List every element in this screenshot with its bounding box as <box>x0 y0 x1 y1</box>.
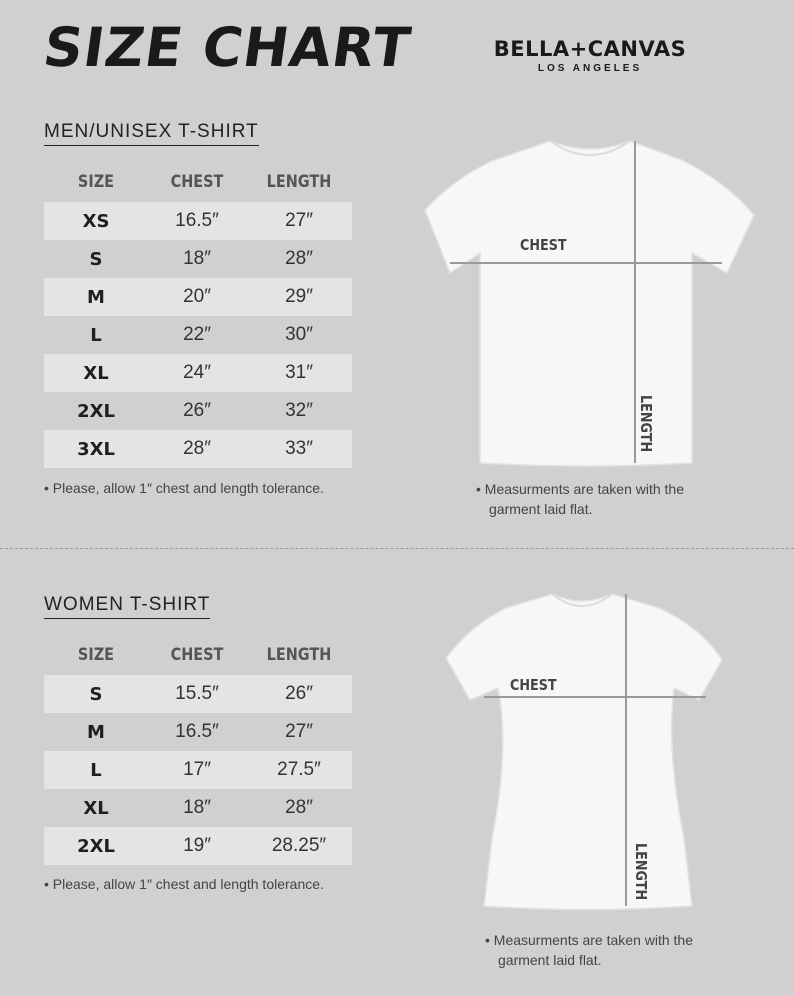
size-cell: M <box>87 286 105 308</box>
table-row <box>44 751 352 789</box>
length-cell: 31″ <box>285 362 313 383</box>
measure-note <box>476 479 684 519</box>
page-title: SIZE CHART <box>39 16 415 79</box>
length-cell: 27.5″ <box>277 759 321 780</box>
measure-note-line: garment laid flat. <box>489 501 593 517</box>
table-row <box>44 789 352 827</box>
table-row <box>44 430 352 468</box>
length-label: LENGTH <box>632 843 650 901</box>
column-header: LENGTH <box>266 172 332 192</box>
table-row <box>44 316 352 354</box>
table-row <box>44 202 352 240</box>
measure-note-line: garment laid flat. <box>498 952 602 968</box>
chest-cell: 20″ <box>183 286 211 307</box>
column-header: SIZE <box>77 645 115 665</box>
table-header <box>44 635 352 675</box>
brand-name: BELLA+CANVAS <box>493 37 687 61</box>
men-section-title: MEN/UNISEX T-SHIRT <box>44 121 259 146</box>
column-header: LENGTH <box>266 645 332 665</box>
size-cell: 2XL <box>77 400 115 422</box>
size-cell: XL <box>83 797 109 819</box>
length-cell: 30″ <box>285 324 313 345</box>
table-row <box>44 675 352 713</box>
table-row <box>44 713 352 751</box>
chest-label: CHEST <box>520 236 567 254</box>
men-size-table <box>44 162 352 468</box>
table-header <box>44 162 352 202</box>
length-cell: 28.25″ <box>271 835 327 856</box>
chest-label: CHEST <box>510 676 557 694</box>
length-cell: 27″ <box>285 721 313 742</box>
column-header: CHEST <box>170 645 224 665</box>
chest-cell: 16.5″ <box>175 721 219 742</box>
size-cell: XL <box>83 362 109 384</box>
womens-tshirt-illustration <box>444 588 724 913</box>
size-cell: L <box>90 759 102 781</box>
table-row <box>44 354 352 392</box>
size-cell: S <box>89 248 103 270</box>
length-cell: 28″ <box>285 797 313 818</box>
table-row <box>44 278 352 316</box>
chest-cell: 26″ <box>183 400 211 421</box>
women-section-title: WOMEN T-SHIRT <box>44 594 210 619</box>
size-cell: XS <box>82 210 110 232</box>
unisex-tshirt-illustration <box>422 135 757 471</box>
table-row <box>44 392 352 430</box>
length-cell: 26″ <box>285 683 313 704</box>
chest-cell: 22″ <box>183 324 211 345</box>
tolerance-note: • Please, allow 1″ chest and length tolerance. <box>44 876 324 892</box>
chest-cell: 24″ <box>183 362 211 383</box>
length-cell: 28″ <box>285 248 313 269</box>
length-cell: 29″ <box>285 286 313 307</box>
chest-cell: 16.5″ <box>175 210 219 231</box>
chest-cell: 19″ <box>183 835 211 856</box>
brand-logo <box>474 37 706 74</box>
section-divider <box>0 548 794 549</box>
table-row <box>44 827 352 865</box>
chest-cell: 17″ <box>183 759 211 780</box>
size-cell: M <box>87 721 105 743</box>
size-cell: 2XL <box>77 835 115 857</box>
size-cell: 3XL <box>77 438 115 460</box>
chest-cell: 18″ <box>183 797 211 818</box>
column-header: CHEST <box>170 172 224 192</box>
length-cell: 33″ <box>285 438 313 459</box>
tolerance-note: • Please, allow 1″ chest and length tolerance. <box>44 480 324 496</box>
chest-cell: 28″ <box>183 438 211 459</box>
measure-note-line: • Measurments are taken with the <box>476 481 684 497</box>
measure-note <box>485 930 693 970</box>
chest-cell: 15.5″ <box>175 683 219 704</box>
brand-subtitle: LOS ANGELES <box>537 63 643 74</box>
women-size-table <box>44 635 352 865</box>
size-cell: L <box>90 324 102 346</box>
size-cell: S <box>89 683 103 705</box>
chest-cell: 18″ <box>183 248 211 269</box>
column-header: SIZE <box>77 172 115 192</box>
length-cell: 27″ <box>285 210 313 231</box>
table-row <box>44 240 352 278</box>
measure-note-line: • Measurments are taken with the <box>485 932 693 948</box>
length-cell: 32″ <box>285 400 313 421</box>
length-label: LENGTH <box>637 395 655 453</box>
